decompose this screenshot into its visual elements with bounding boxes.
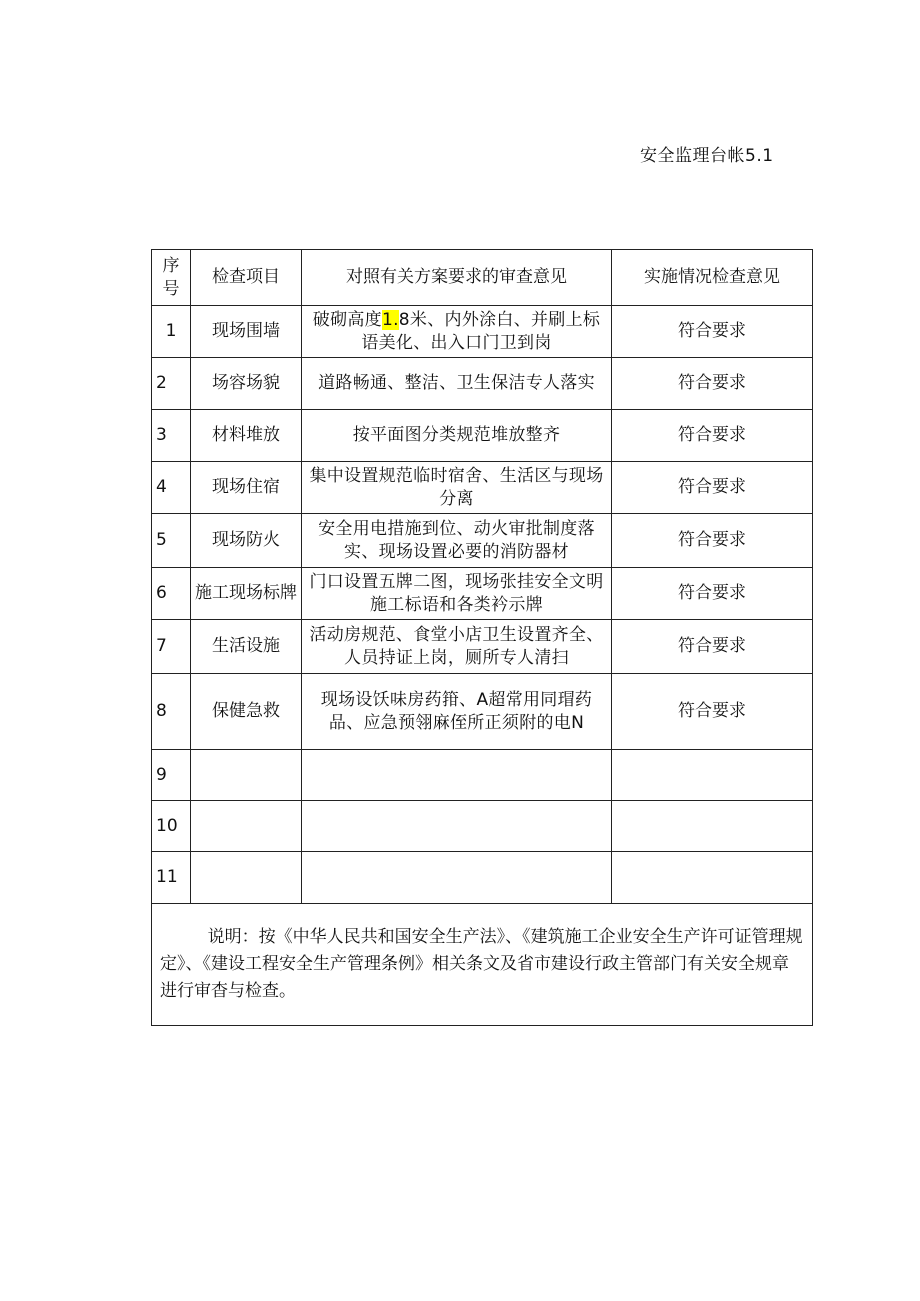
row-requirement: 门口设置五牌二图，现场张挂安全文明施工标语和各类衿示牌: [302, 568, 612, 620]
row-number: 6: [152, 568, 191, 620]
row-requirement: [302, 852, 612, 904]
document-label: 安全监理台帐5.1: [640, 146, 774, 166]
table-row: [152, 410, 813, 462]
row-result: [612, 852, 813, 904]
table-row: [152, 674, 813, 750]
row-result: [612, 750, 813, 801]
row-number: 1: [152, 306, 191, 358]
row-result: 符合要求: [612, 358, 813, 410]
row-requirement: 活动房规范、食堂小店卫生设置齐全、人员持证上岗，厕所专人清扫: [302, 620, 612, 674]
row-requirement: 道路畅通、整洁、卫生保洁专人落实: [302, 358, 612, 410]
row-number: 2: [152, 358, 191, 410]
row-number: 7: [152, 620, 191, 674]
row-number: 10: [152, 801, 191, 852]
row-item: 现场住宿: [191, 462, 302, 514]
row-result: 符合要求: [612, 568, 813, 620]
row-item: 现场围墙: [191, 306, 302, 358]
safety-inspection-table: [151, 249, 813, 1026]
table-row: [152, 358, 813, 410]
row-result: [612, 801, 813, 852]
header-item: 检查项目: [191, 250, 302, 306]
row-item: 施工现场标牌: [191, 568, 302, 620]
row-requirement: 安全用电措施到位、动火审批制度落实、现场设置必要的消防器材: [302, 514, 612, 568]
table-row: [152, 306, 813, 358]
table-row: [152, 568, 813, 620]
row-item: [191, 801, 302, 852]
row-number: 8: [152, 674, 191, 750]
table-header-row: [152, 250, 813, 306]
row-number: 5: [152, 514, 191, 568]
table-row: [152, 462, 813, 514]
row-requirement: 按平面图分类规范堆放整齐: [302, 410, 612, 462]
table-row: [152, 514, 813, 568]
row-number: 3: [152, 410, 191, 462]
row-item: 保健急救: [191, 674, 302, 750]
row-result: 符合要求: [612, 410, 813, 462]
row-result: 符合要求: [612, 514, 813, 568]
header-result: 实施情况检查意见: [612, 250, 813, 306]
row-number: 11: [152, 852, 191, 904]
note-text: 说明：按《中华人民共和国安全生产法》、《建筑施工企业安全生产许可证管理规定》、《建设工程安全生产管理条例》相关条文及省市建设行政主管部门有关安全规章进行审杳与检查。: [160, 927, 803, 1001]
row-requirement: 现场设饫味房药箝、A超常用同瑁药品、应急预翎麻侄所正须附的电N: [302, 674, 612, 750]
row-result: 符合要求: [612, 306, 813, 358]
row-result: 符合要求: [612, 462, 813, 514]
row-item: 现场防火: [191, 514, 302, 568]
header-requirement: 对照有关方案要求的审查意见: [302, 250, 612, 306]
row-number: 4: [152, 462, 191, 514]
row-result: 符合要求: [612, 674, 813, 750]
row-requirement: 集中设置规范临时宿舍、生活区与现场分离: [302, 462, 612, 514]
row-requirement: [302, 750, 612, 801]
row-item: 材料堆放: [191, 410, 302, 462]
row-requirement: [302, 306, 612, 358]
header-no: 序号: [152, 250, 191, 306]
note-row: [152, 904, 813, 1026]
highlighted-text: 1.: [381, 309, 399, 330]
requirement-text-start: 破砌高度: [312, 309, 382, 330]
row-item: [191, 852, 302, 904]
requirement-text-end: 8米、内外涂白、并刷上标语美化、出入口门卫到岗: [361, 309, 601, 353]
note-cell: [152, 904, 813, 1026]
table-row: [152, 620, 813, 674]
row-item: 场容场貌: [191, 358, 302, 410]
table-row: [152, 852, 813, 904]
table-row: [152, 750, 813, 801]
row-result: 符合要求: [612, 620, 813, 674]
table-row: [152, 801, 813, 852]
row-number: 9: [152, 750, 191, 801]
row-requirement: [302, 801, 612, 852]
row-item: [191, 750, 302, 801]
row-item: 生活设施: [191, 620, 302, 674]
